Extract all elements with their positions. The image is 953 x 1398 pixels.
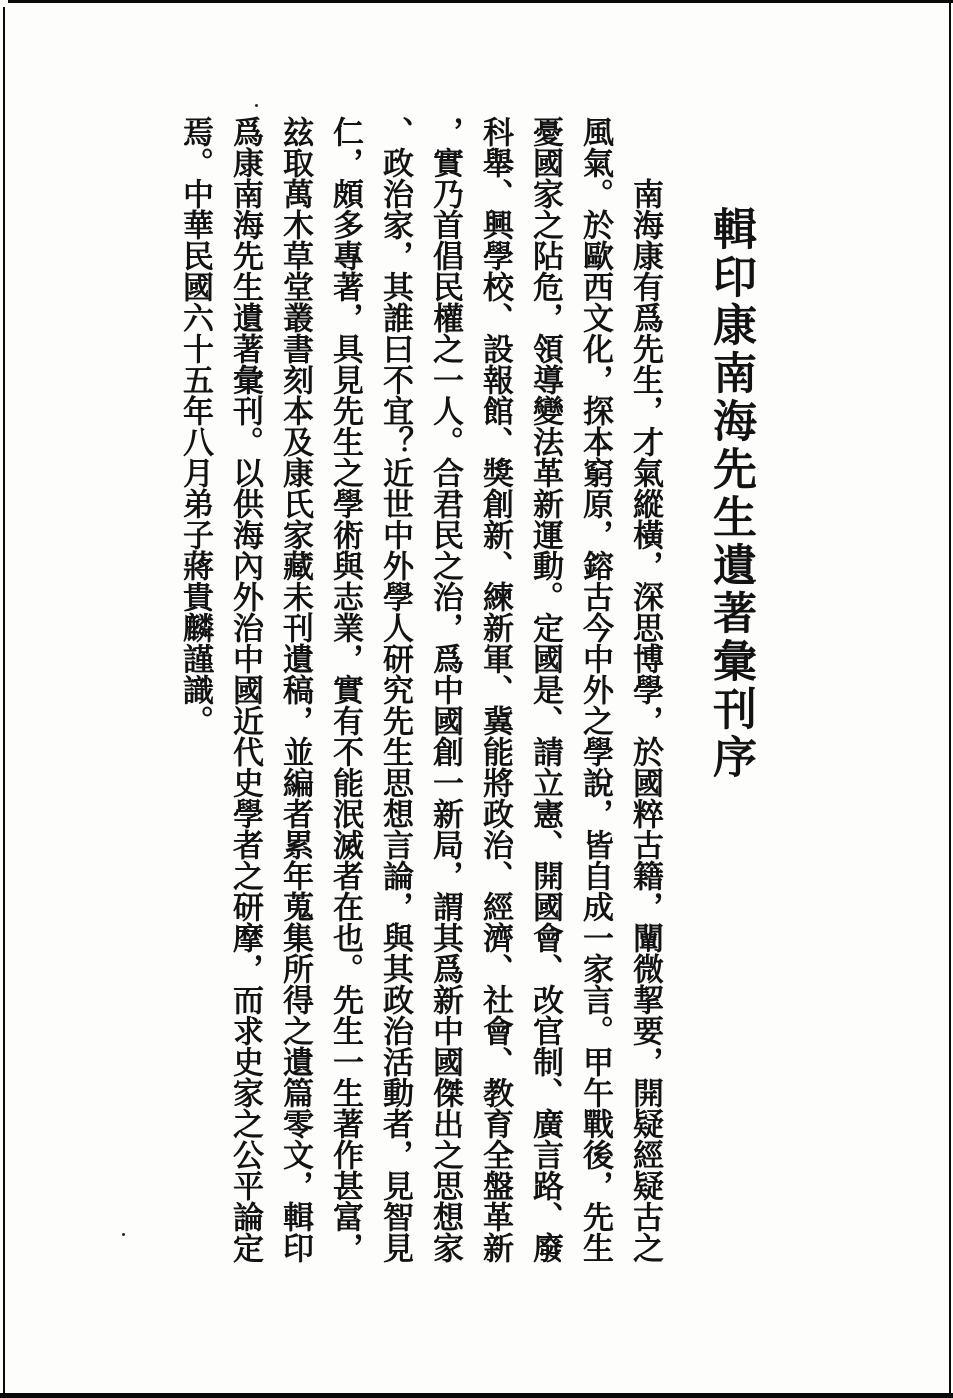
scan-border-top bbox=[8, 0, 953, 3]
text-column: 焉。中華民國六十五年八月弟子蔣貴麟謹識。 bbox=[178, 116, 213, 736]
text-column: 科舉、興學校、設報館、獎創新、練新軍、冀能將政治、經濟、社會、教育全盤革新 bbox=[478, 116, 513, 1263]
scan-border-left bbox=[3, 7, 5, 1398]
text-column: 玆取萬木草堂叢書刻本及康氏家藏未刊遺稿，並編者累年蒐集所得之遺篇零文，輯印 bbox=[278, 116, 313, 1263]
text-column: 仁，頗多專著，具見先生之學術與志業，實有不能泯滅者在也。先生一生著作甚富， bbox=[328, 116, 363, 1263]
page-title: 輯印康南海先生遺著彙刊序 bbox=[706, 206, 755, 782]
text-column: 憂國家之阽危，領導變法革新運動。定國是、請立憲、開國會、改官制、廣言路、廢 bbox=[528, 116, 563, 1263]
scan-speck bbox=[255, 104, 258, 107]
scan-border-right bbox=[949, 0, 951, 1398]
text-column: 、政治家，其誰曰不宜？近世中外學人研究先生思想言論，與其政治活動者，見智見 bbox=[378, 116, 413, 1263]
text-column: 爲康南海先生遺著彙刊。以供海內外治中國近代史學者之研摩，而求史家之公平論定 bbox=[228, 116, 263, 1263]
scan-speck bbox=[122, 1233, 125, 1236]
text-column: ，實乃首倡民權之一人。合君民之治，爲中國創一新局，謂其爲新中國傑出之思想家 bbox=[428, 116, 463, 1263]
text-column: 南海康有爲先生，才氣縱橫，深思博學，於國粹古籍，闡微挈要，開疑經疑古之 bbox=[628, 178, 663, 1263]
scan-border-bottom bbox=[0, 1393, 953, 1398]
text-column: 風氣。於歐西文化，探本窮原，鎔古今中外之學說，皆自成一家言。甲午戰後，先生 bbox=[578, 116, 613, 1263]
body-text bbox=[158, 116, 670, 1306]
